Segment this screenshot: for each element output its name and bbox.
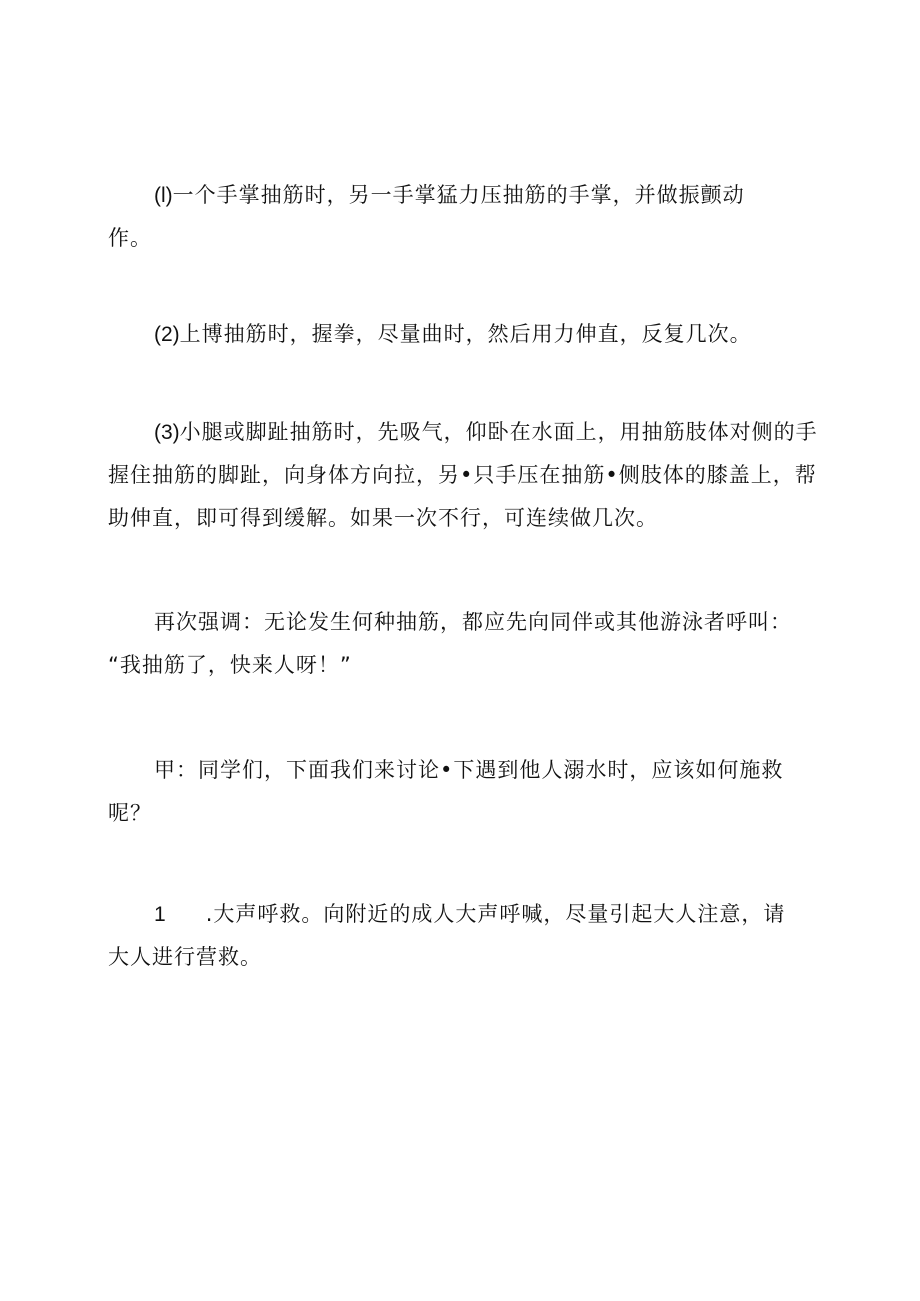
paragraph-line (108, 313, 808, 356)
item-number: 1 (154, 903, 166, 926)
paragraph-emphasis (108, 601, 808, 687)
paragraph-text: 一个手掌抽筋时，另一手掌猛力压抽筋的手掌，并做振颤动 (172, 183, 745, 207)
paragraph-line: 握住抽筋的脚趾，向身体方向拉，另•只手压在抽筋•侧肢体的膝盖上，帮 (108, 463, 817, 487)
paragraph-line: 作。 (108, 226, 152, 250)
paragraph-line: 再次强调：无论发生何种抽筋，都应先向同伴或其他游泳者呼叫： (154, 610, 792, 634)
item-number: (l) (154, 184, 173, 207)
paragraph-line: 助伸直，即可得到缓解。如果一次不行，可连续做几次。 (108, 506, 658, 530)
paragraph-line (108, 174, 808, 217)
paragraph-line (108, 411, 818, 454)
paragraph-line: “我抽筋了，快来人呀！” (108, 653, 352, 677)
paragraph-leg-cramp (108, 411, 818, 540)
paragraph-text: 小腿或脚趾抽筋时，先吸气，仰卧在水面上，用抽筋肢体对侧的手 (179, 420, 818, 444)
paragraph-upper-arm-cramp (108, 313, 808, 356)
paragraph-hand-cramp (108, 174, 808, 260)
item-number: (2) (154, 323, 180, 346)
paragraph-discussion (108, 749, 808, 835)
item-number: (3) (154, 421, 180, 444)
paragraph-line: 大人进行营救。 (108, 945, 262, 969)
paragraph-line: 甲：同学们，下面我们来讨论•下遇到他人溺水时，应该如何施救 (154, 758, 784, 782)
paragraph-call-for-help (108, 893, 808, 979)
paragraph-line (108, 893, 808, 936)
paragraph-text: 上博抽筋时，握拳，尽量曲时，然后用力伸直，反复几次。 (179, 322, 752, 346)
paragraph-line: 呢？ (108, 801, 152, 825)
paragraph-text: .大声呼救。向附近的成人大声呼喊，尽量引起大人注意，请 (205, 902, 786, 926)
